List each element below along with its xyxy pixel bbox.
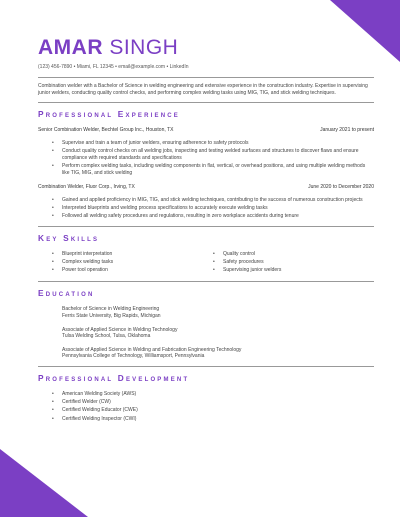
list-item: • Blueprint interpretation <box>52 251 213 258</box>
skills-column-2 <box>213 251 374 276</box>
degree: Bachelor of Science in Welding Engineering <box>62 306 160 313</box>
divider <box>38 366 374 367</box>
development-heading: Professional Development <box>38 373 190 384</box>
job-entry <box>38 127 374 176</box>
education-entry <box>62 347 374 360</box>
last-name: SINGH <box>109 36 179 59</box>
list-item: • Gained and applied proficiency in MIG, TIG, and stick welding techniques, contributing to the success of numerous construction projects <box>52 197 374 204</box>
education-heading: Education <box>38 288 95 299</box>
bottom-corner-decoration <box>0 449 88 517</box>
job-dates: January 2021 to present <box>320 127 374 134</box>
job-role: Senior Combination Welder, Bechtel Group Inc., Houston, TX <box>38 127 174 134</box>
first-name: AMAR <box>38 36 103 59</box>
list-item: • Supervise and train a team of junior welders, ensuring adherence to safety protocols <box>52 140 374 147</box>
divider <box>38 77 374 78</box>
candidate-name <box>38 36 374 60</box>
divider <box>38 102 374 103</box>
list-item: • Conduct quality control checks on all welding jobs, inspecting and testing welded surfaces and structures to discover flaws and ensure compliance with required standards and specifications <box>52 148 374 161</box>
education-entry <box>62 327 374 340</box>
list-item: • Followed all welding safety procedures and regulations, resulting in zero workplace accidents during tenure <box>52 213 374 220</box>
degree: Associate of Applied Science in Welding and Fabrication Engineering Technology <box>62 346 242 353</box>
education-entry <box>62 306 374 319</box>
divider <box>38 226 374 227</box>
contact-line: (123) 456-7890 • Miami, FL 12345 • email@example.com • LinkedIn <box>38 64 189 70</box>
job-role: Combination Welder, Fluor Corp., Irving, TX <box>38 183 135 190</box>
list-item: • Interpreted blueprints and welding process specifications to accurately execute welding tasks <box>52 205 374 212</box>
list-item: • Quality control <box>213 251 374 258</box>
list-item: • Complex welding tasks <box>52 259 213 266</box>
skills-list <box>52 251 374 276</box>
skills-column-1 <box>52 251 213 276</box>
development-list <box>52 391 374 422</box>
skills-heading: Key Skills <box>38 232 100 243</box>
resume-page <box>38 36 374 424</box>
list-item: • Certified Welder (CW) <box>52 399 374 406</box>
list-item: • Safety procedures <box>213 259 374 266</box>
school: Ferris State University, Big Rapids, Michigan <box>62 313 161 320</box>
list-item: • Certified Welding Inspector (CWI) <box>52 416 374 423</box>
job-bullets <box>52 197 374 220</box>
job-dates: June 2020 to December 2020 <box>308 183 374 190</box>
job-header <box>38 127 374 134</box>
list-item: • Supervising junior welders <box>213 267 374 274</box>
list-item: • American Welding Society (AWS) <box>52 391 374 398</box>
summary-text: Combination welder with a Bachelor of Science in welding engineering and extensive experience in the construction industry. Expertise in supervising junior welders, conducting quality control checks, and performing complex welding tasks using MIG, TIG, and stick welding techniques. <box>38 83 368 96</box>
job-header <box>38 184 374 191</box>
school: Tulsa Welding School, Tulsa, Oklahoma <box>62 333 151 340</box>
degree: Associate of Applied Science in Welding Technology <box>62 326 178 333</box>
list-item: • Power tool operation <box>52 267 213 274</box>
school: Pennsylvania College of Technology, Williamsport, Pennsylvania <box>62 353 205 360</box>
list-item: • Perform complex welding tasks, including welding components in flat, vertical, or overhead positions, and using multiple welding methods like TIG, MIG, and stick welding <box>52 163 374 176</box>
divider <box>38 281 374 282</box>
job-entry <box>38 184 374 220</box>
experience-heading: Professional Experience <box>38 109 180 120</box>
list-item: • Certified Welding Educator (CWE) <box>52 407 374 414</box>
job-bullets <box>52 140 374 176</box>
